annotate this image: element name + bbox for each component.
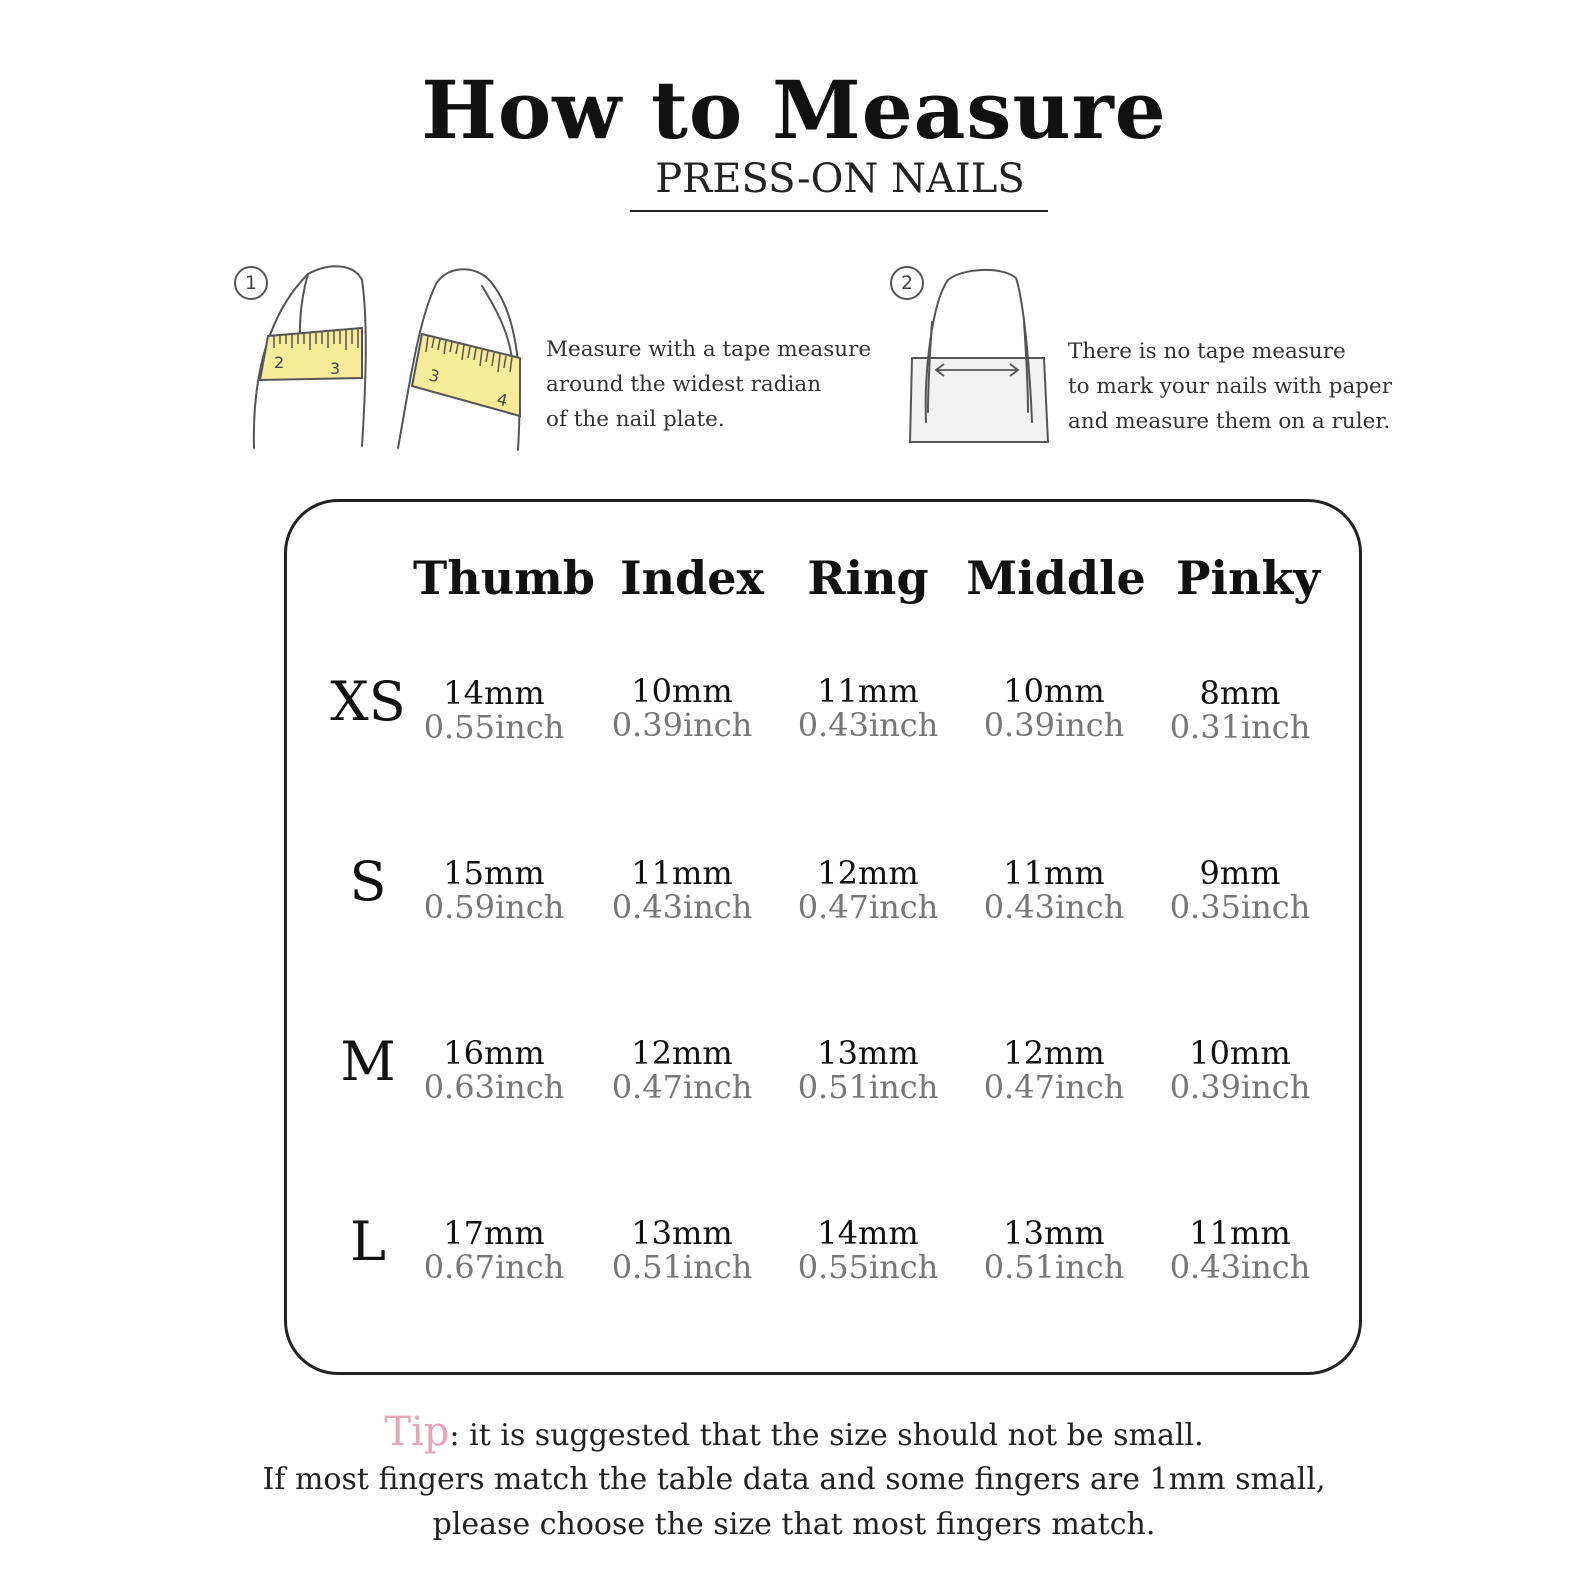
- table-cell: 10mm 0.39inch: [1169, 1034, 1311, 1106]
- tape-left-icon: [260, 328, 362, 380]
- table-cell: 11mm 0.43inch: [611, 854, 753, 926]
- tip-line-2: If most fingers match the table data and some fingers are 1mm small,: [262, 1462, 1326, 1497]
- row-label-xs: XS: [330, 670, 406, 733]
- row-label-l: L: [350, 1210, 386, 1273]
- tape-right-icon: [412, 334, 520, 416]
- tip-label: Tip: [384, 1409, 450, 1455]
- tip-line-3: please choose the size that most fingers match.: [432, 1507, 1156, 1542]
- table-cell: 8mm 0.31inch: [1169, 674, 1311, 746]
- table-cell: 13mm 0.51inch: [983, 1214, 1125, 1286]
- page-title: How to Measure: [421, 63, 1167, 157]
- table-cell: 12mm 0.47inch: [797, 854, 939, 926]
- table-cell: 13mm 0.51inch: [797, 1034, 939, 1106]
- ruler-mark: 3: [427, 365, 442, 387]
- ruler-mark: 2: [274, 353, 285, 372]
- step-2-caption: There is no tape measure to mark your nails with paper and measure them on a ruler.: [1068, 339, 1393, 434]
- table-cell: 14mm 0.55inch: [423, 674, 565, 746]
- table-cell: 10mm 0.39inch: [983, 672, 1125, 744]
- table-cell: 13mm 0.51inch: [611, 1214, 753, 1286]
- table-cell: 11mm 0.43inch: [983, 854, 1125, 926]
- step-1-number: 1: [234, 266, 268, 300]
- column-header-index: Index: [620, 551, 764, 605]
- page-subtitle: PRESS-ON NAILS: [655, 156, 1025, 202]
- ruler-mark: 3: [330, 359, 341, 378]
- table-cell: 12mm 0.47inch: [983, 1034, 1125, 1106]
- row-label-s: S: [349, 850, 387, 913]
- step-1-caption: Measure with a tape measure around the widest radian of the nail plate.: [546, 337, 872, 432]
- table-cell: 16mm 0.63inch: [423, 1034, 565, 1106]
- column-header-pinky: Pinky: [1175, 551, 1321, 605]
- finger-tape-illustration: [250, 262, 540, 458]
- column-header-thumb: Thumb: [413, 551, 595, 605]
- table-cell: 12mm 0.47inch: [611, 1034, 753, 1106]
- table-cell: 11mm 0.43inch: [1169, 1214, 1311, 1286]
- step-2-number: 2: [890, 266, 924, 300]
- table-cell: 17mm 0.67inch: [423, 1214, 565, 1286]
- subtitle-underline: [630, 210, 1048, 212]
- table-cell: 14mm 0.55inch: [797, 1214, 939, 1286]
- table-cell: 9mm 0.35inch: [1169, 854, 1311, 926]
- column-header-middle: Middle: [966, 551, 1146, 605]
- table-cell: 10mm 0.39inch: [611, 672, 753, 744]
- nail-paper-illustration: [906, 262, 1056, 458]
- column-header-ring: Ring: [807, 551, 929, 605]
- ruler-mark: 4: [495, 389, 510, 411]
- tip-line-1: Tip: it is suggested that the size should not be small.: [384, 1409, 1204, 1455]
- row-label-m: M: [340, 1030, 396, 1093]
- table-cell: 15mm 0.59inch: [423, 854, 565, 926]
- table-cell: 11mm 0.43inch: [797, 672, 939, 744]
